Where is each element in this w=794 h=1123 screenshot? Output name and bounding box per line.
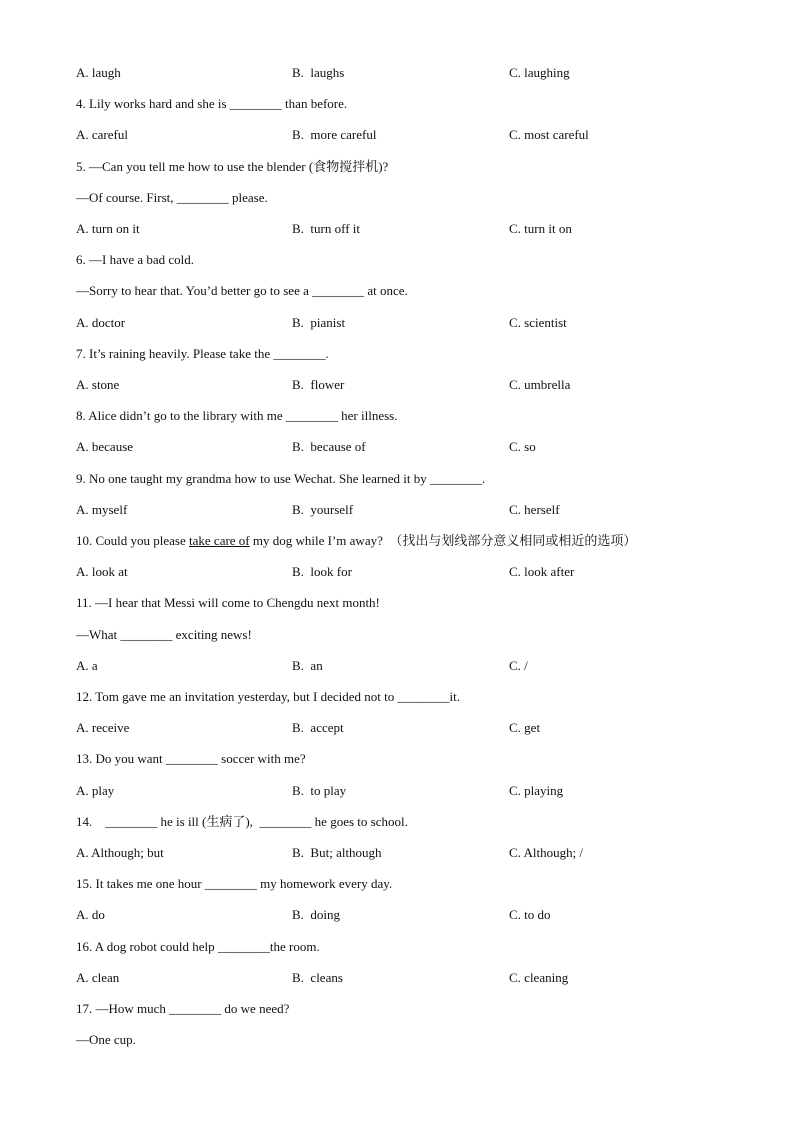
option-b: B. cleans xyxy=(292,970,343,985)
question-line: 13. Do you want ________ soccer with me? xyxy=(76,751,306,766)
question-line: —What ________ exciting news! xyxy=(76,627,252,642)
option-a: A. clean xyxy=(76,970,120,985)
option-c: C. / xyxy=(509,658,528,673)
option-b: B. yourself xyxy=(292,502,354,517)
question-line: 7. It’s raining heavily. Please take the ________. xyxy=(76,346,329,361)
option-c: C. umbrella xyxy=(509,377,571,392)
option-b: B. more careful xyxy=(292,127,377,142)
option-a: A. Although; but xyxy=(76,845,164,860)
question-line: 17. —How much ________ do we need? xyxy=(76,1001,290,1016)
option-c: C. playing xyxy=(509,783,564,798)
option-c: C. cleaning xyxy=(509,970,569,985)
question-line: 6. —I have a bad cold. xyxy=(76,252,195,267)
underlined-phrase: take care of xyxy=(189,533,250,548)
option-b: B. pianist xyxy=(292,315,346,330)
option-c: C. most careful xyxy=(509,127,589,142)
option-a: A. turn on it xyxy=(76,221,140,236)
option-a: A. a xyxy=(76,658,98,673)
option-a: A. because xyxy=(76,439,134,454)
option-b: B. flower xyxy=(292,377,345,392)
option-c: C. to do xyxy=(509,907,551,922)
option-b: B. to play xyxy=(292,783,347,798)
option-c: C. herself xyxy=(509,502,560,517)
option-a: A. receive xyxy=(76,720,130,735)
option-c: C. get xyxy=(509,720,541,735)
option-b: B. laughs xyxy=(292,65,345,80)
question-line: 9. No one taught my grandma how to use Wechat. She learned it by ________. xyxy=(76,471,486,486)
question-line: 5. —Can you tell me how to use the blender (食物搅拌机)? xyxy=(76,159,389,174)
option-b: B. look for xyxy=(292,564,352,579)
question-line: 11. —I hear that Messi will come to Chengdu next month! xyxy=(76,595,380,610)
question-line: 8. Alice didn’t go to the library with me ________ her illness. xyxy=(76,408,398,423)
option-b: B. turn off it xyxy=(292,221,361,236)
option-c: C. turn it on xyxy=(509,221,572,236)
option-b: B. But; although xyxy=(292,845,382,860)
option-a: A. look at xyxy=(76,564,128,579)
option-b: B. doing xyxy=(292,907,341,922)
option-a: A. careful xyxy=(76,127,128,142)
option-c: C. scientist xyxy=(509,315,567,330)
question-line: 15. It takes me one hour ________ my homework every day. xyxy=(76,876,393,891)
question-text: 10. Could you please xyxy=(76,533,190,548)
option-a: A. doctor xyxy=(76,315,126,330)
option-c: C. laughing xyxy=(509,65,570,80)
option-b: B. because of xyxy=(292,439,366,454)
option-b: B. an xyxy=(292,658,323,673)
option-a: A. stone xyxy=(76,377,120,392)
question-line xyxy=(76,533,636,549)
option-b: B. accept xyxy=(292,720,344,735)
question-line: —One cup. xyxy=(76,1032,136,1047)
question-line: —Sorry to hear that. You’d better go to see a ________ at once. xyxy=(76,283,408,298)
question-line: —Of course. First, ________ please. xyxy=(76,190,268,205)
question-line: 16. A dog robot could help ________the room. xyxy=(76,939,320,954)
question-line: 14. ________ he is ill (生病了), ________ he goes to school. xyxy=(76,814,408,829)
option-c: C. look after xyxy=(509,564,575,579)
question-text: my dog while I’m away? （找出与划线部分意义相同或相近的选项） xyxy=(249,533,637,548)
option-a: A. do xyxy=(76,907,105,922)
option-a: A. laugh xyxy=(76,65,121,80)
option-a: A. play xyxy=(76,783,115,798)
question-line: 12. Tom gave me an invitation yesterday, but I decided not to ________it. xyxy=(76,689,460,704)
option-a: A. myself xyxy=(76,502,128,517)
option-c: C. Although; / xyxy=(509,845,584,860)
question-line: 4. Lily works hard and she is ________ than before. xyxy=(76,96,348,111)
option-c: C. so xyxy=(509,439,536,454)
